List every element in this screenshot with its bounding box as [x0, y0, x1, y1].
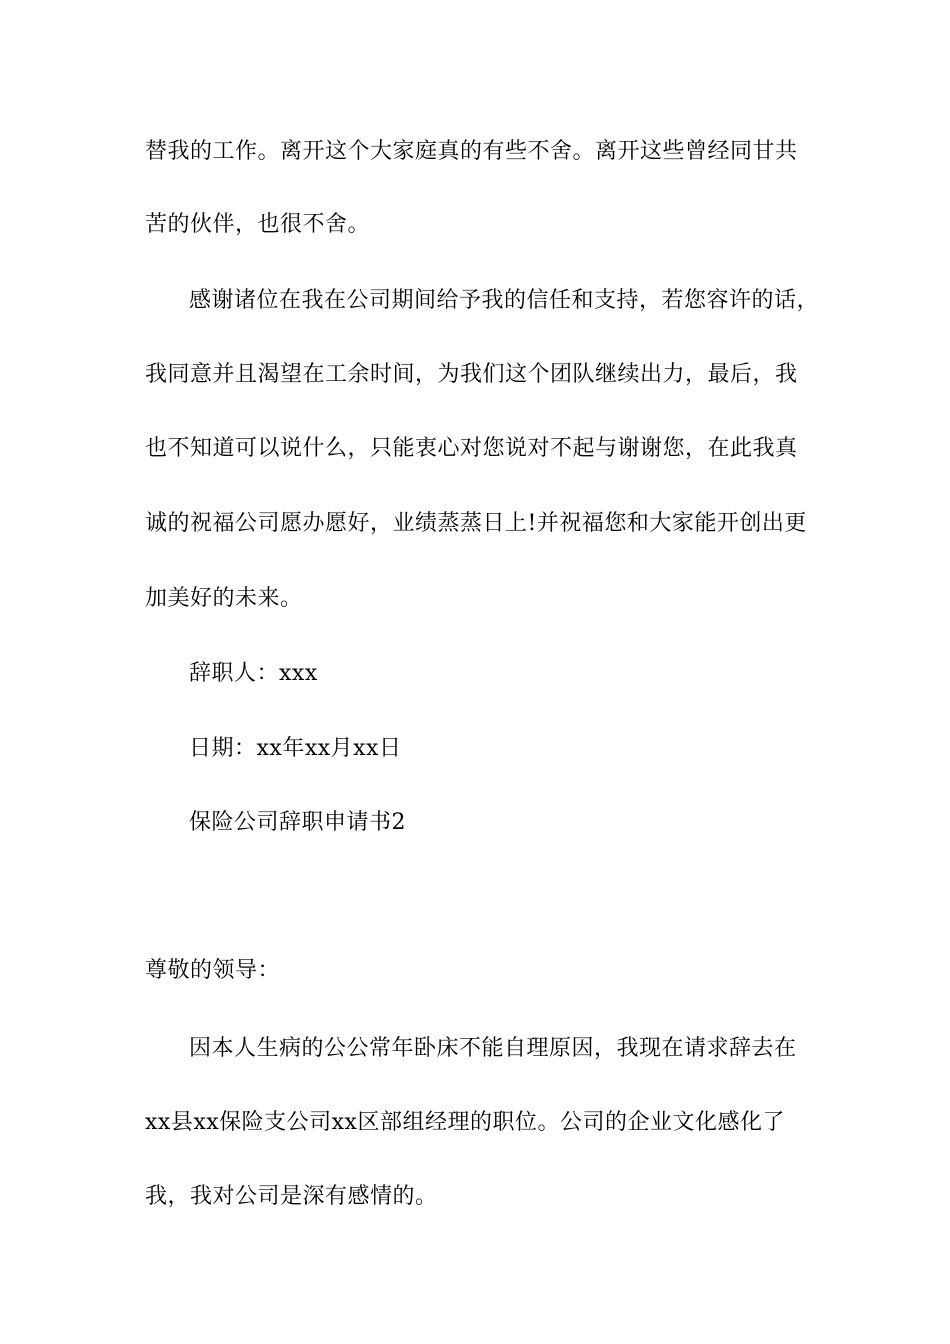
paragraph-line: 诚的祝福公司愿办愿好，业绩蒸蒸日上!并祝福您和大家能开创出更 [145, 511, 807, 536]
paragraph-line: 替我的工作。离开这个大家庭真的有些不舍。离开这些曾经同甘共 [145, 139, 798, 164]
paragraph-line: 也不知道可以说什么，只能衷心对您说对不起与谢谢您，在此我真 [145, 436, 798, 461]
paragraph-line: 苦的伙伴，也很不舍。 [145, 212, 371, 237]
salutation: 尊敬的领导： [145, 958, 281, 983]
paragraph-line: 感谢诸位在我在公司期间给予我的信任和支持，若您容许的话， [189, 288, 820, 313]
date-line: 日期：xx年xx月xx日 [189, 736, 402, 761]
paragraph-line: xx县xx保险支公司xx区部组经理的职位。公司的企业文化感化了 [145, 1110, 785, 1135]
section-title: 保险公司辞职申请书2 [189, 810, 406, 835]
signer-line: 辞职人：xxx [189, 661, 318, 686]
paragraph-line: 我，我对公司是深有感情的。 [145, 1184, 438, 1209]
paragraph-line: 加美好的未来。 [145, 586, 303, 611]
paragraph-line: 我同意并且渴望在工余时间，为我们这个团队继续出力，最后，我 [145, 362, 798, 387]
paragraph-line: 因本人生病的公公常年卧床不能自理原因，我现在请求辞去在 [189, 1036, 797, 1061]
